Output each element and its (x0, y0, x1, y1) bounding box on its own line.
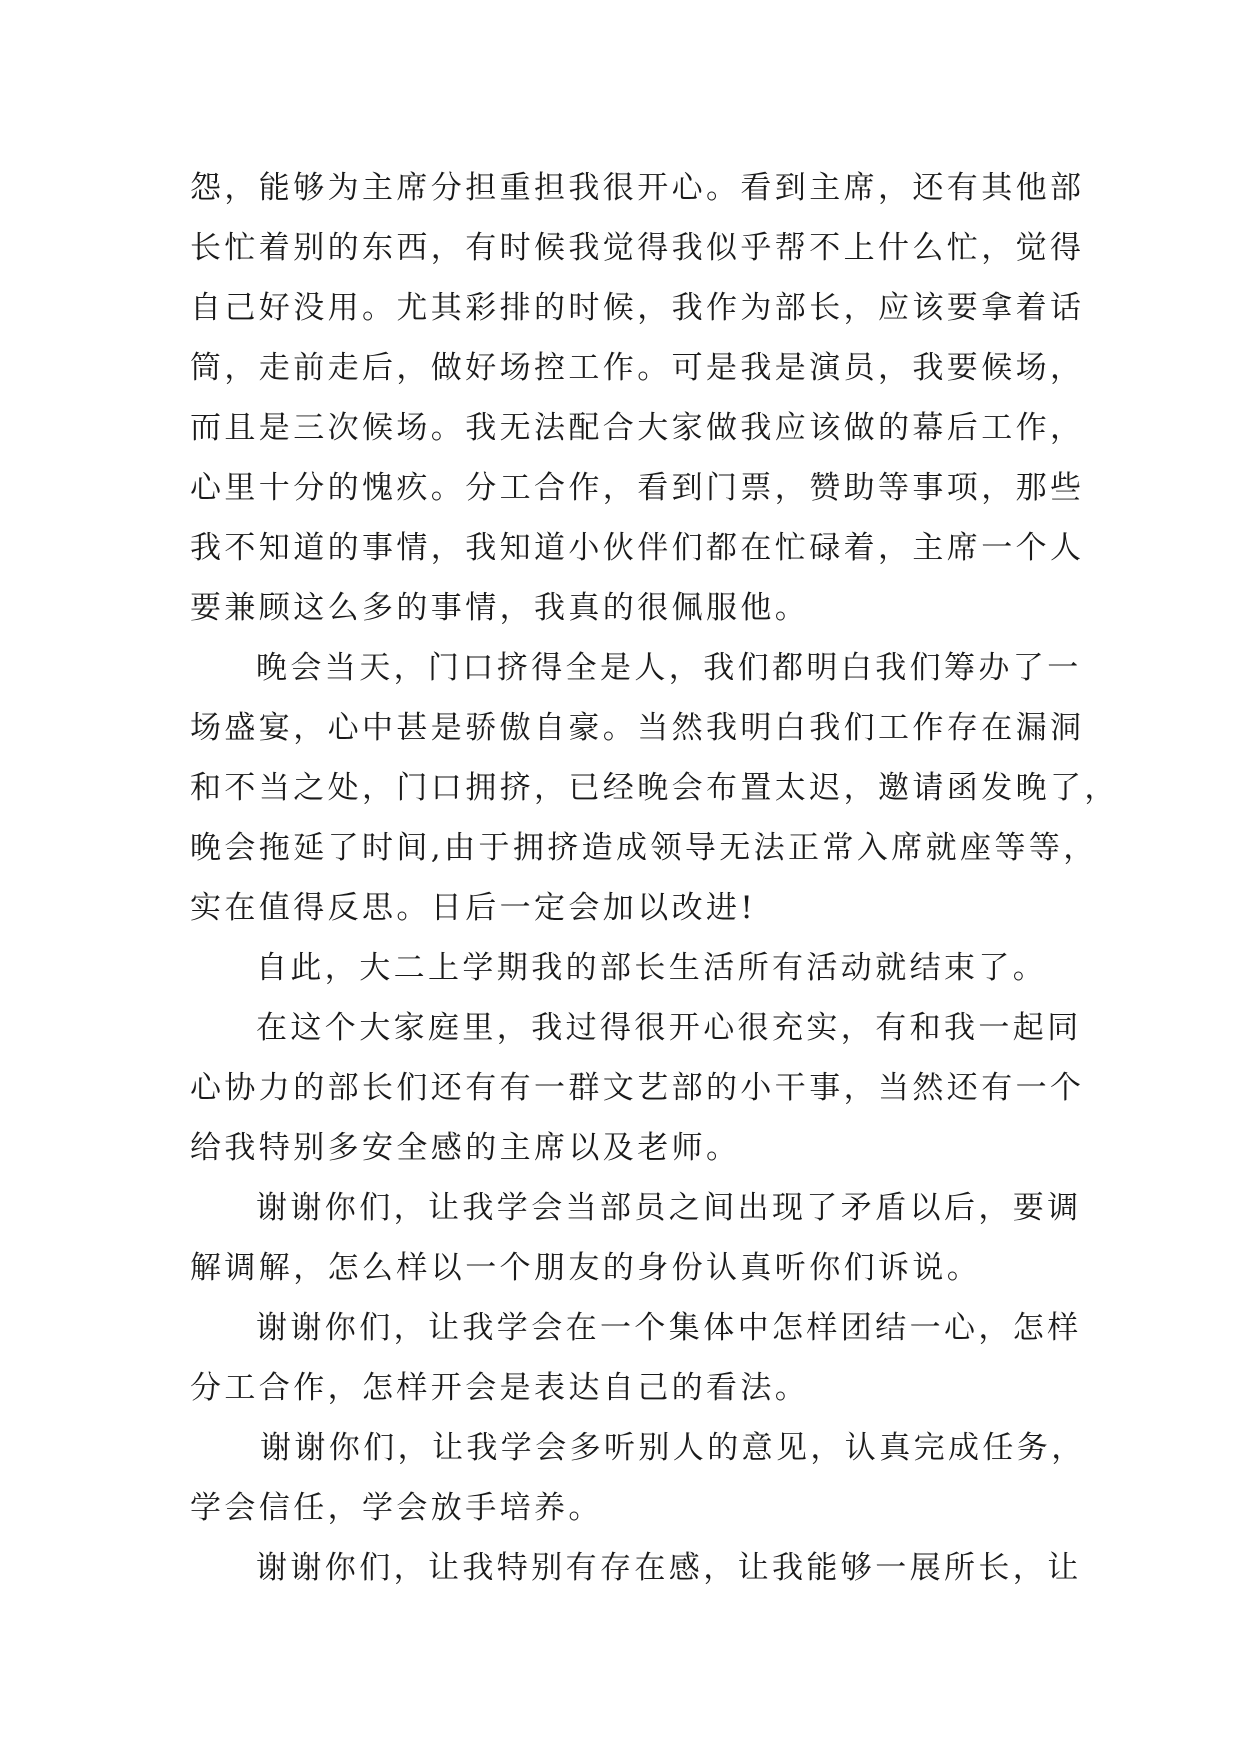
text-line: 怨，能够为主席分担重担我很开心。看到主席，还有其他部 (190, 170, 1085, 206)
text-line: 要兼顾这么多的事情，我真的很佩服他。 (190, 590, 810, 626)
document-body (190, 158, 1119, 1598)
text-line: 给我特别多安全感的主席以及老师。 (190, 1130, 741, 1166)
text-line: 实在值得反思。日后一定会加以改进! (190, 890, 757, 926)
text-line: 心协力的部长们还有有一群文艺部的小干事，当然还有一个 (190, 1070, 1085, 1106)
text-line: 分工合作，怎样开会是表达自己的看法。 (190, 1370, 810, 1406)
paragraph-start-line: 谢谢你们，让我学会多听别人的意见，认真完成任务， (260, 1430, 1086, 1466)
paragraph-start-line: 晚会当天，门口挤得全是人，我们都明白我们筹办了一 (256, 650, 1082, 686)
text-line: 自己好没用。尤其彩排的时候，我作为部长，应该要拿着话 (190, 290, 1085, 326)
paragraph-start-line: 自此，大二上学期我的部长生活所有活动就结束了。 (256, 950, 1048, 986)
text-line: 晚会拖延了时间,由于拥挤造成领导无法正常入席就座等等， (190, 830, 1098, 866)
paragraph-start-line: 谢谢你们，让我特别有存在感，让我能够一展所长，让 (256, 1550, 1082, 1586)
text-line: 心里十分的愧疚。分工合作，看到门票，赞助等事项，那些 (190, 470, 1085, 506)
text-line: 长忙着别的东西，有时候我觉得我似乎帮不上什么忙，觉得 (190, 230, 1085, 266)
paragraph-start-line: 谢谢你们，让我学会当部员之间出现了矛盾以后，要调 (256, 1190, 1082, 1226)
text-line: 和不当之处，门口拥挤，已经晚会布置太迟，邀请函发晚了， (190, 770, 1119, 806)
text-line: 场盛宴，心中甚是骄傲自豪。当然我明白我们工作存在漏洞 (190, 710, 1085, 746)
paragraph-start-line: 谢谢你们，让我学会在一个集体中怎样团结一心，怎样 (256, 1310, 1082, 1346)
paragraph-start-line: 在这个大家庭里，我过得很开心很充实，有和我一起同 (256, 1010, 1082, 1046)
text-line: 我不知道的事情，我知道小伙伴们都在忙碌着，主席一个人 (190, 530, 1085, 566)
text-line: 学会信任，学会放手培养。 (190, 1490, 603, 1526)
text-line: 而且是三次候场。我无法配合大家做我应该做的幕后工作， (190, 410, 1085, 446)
text-line: 解调解，怎么样以一个朋友的身份认真听你们诉说。 (190, 1250, 982, 1286)
text-line: 筒，走前走后，做好场控工作。可是我是演员，我要候场， (190, 350, 1085, 386)
